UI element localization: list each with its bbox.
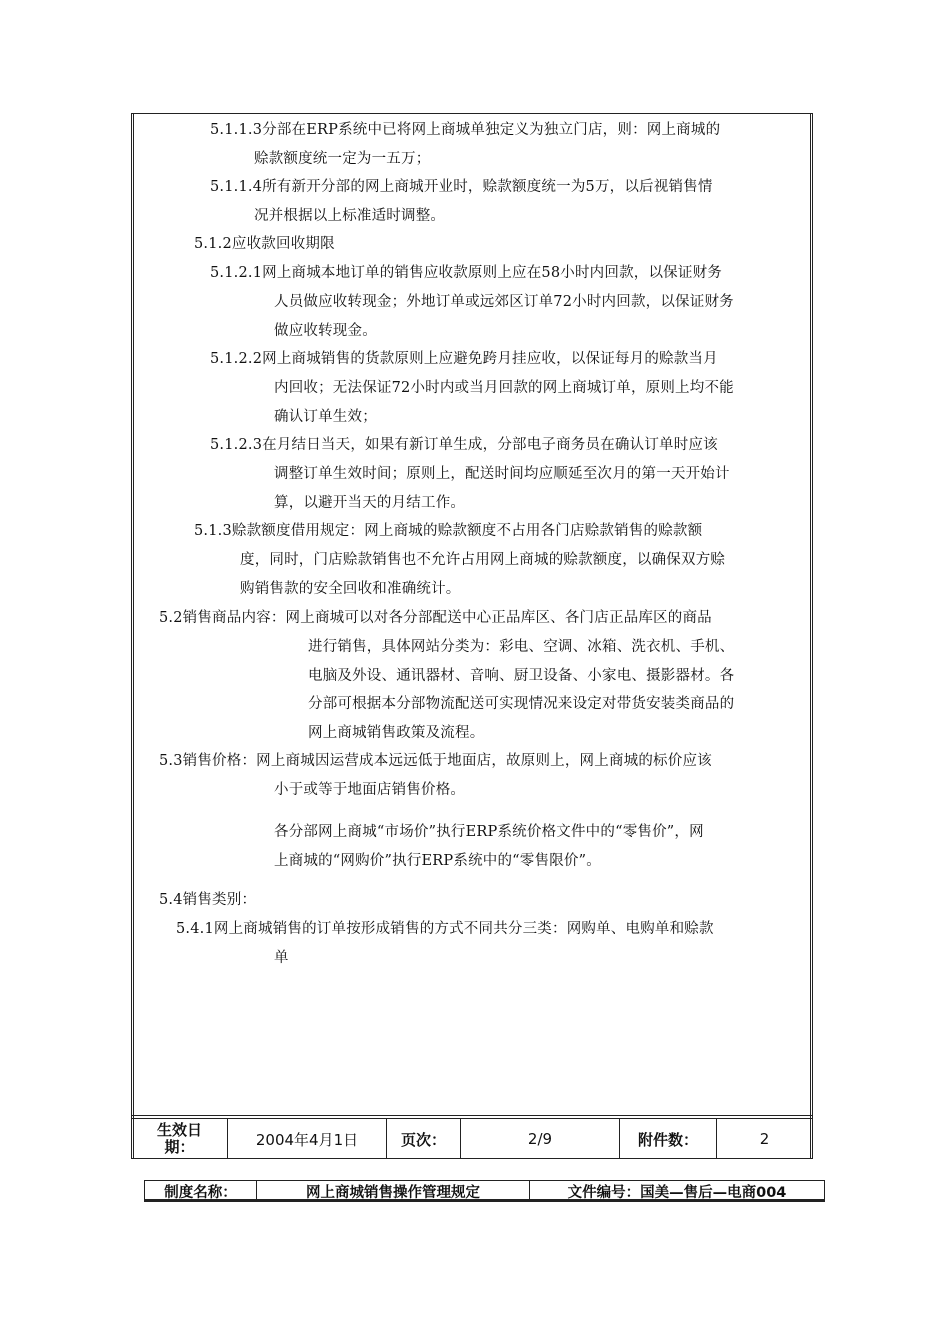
footer-table (132, 1119, 812, 1159)
para-5-3-line2: 小于或等于地面店销售价格。 (274, 782, 466, 798)
para-price-note-line2: 上商城的“网购价”执行ERP系统中的“零售限价”。 (274, 853, 601, 869)
attachments-label: 附件数： (620, 1119, 717, 1159)
document-body (132, 114, 812, 1114)
regulation-name-bar (144, 1180, 825, 1202)
divider-line (132, 1115, 812, 1116)
para-5-1-1-3-line1: 5.1.1.3分部在ERP系统中已将网上商城单独定义为独立门店，则：网上商城的 (210, 122, 721, 138)
para-price-note-line1: 各分部网上商城“市场价”执行ERP系统价格文件中的“零售价”，网 (274, 824, 704, 840)
regulation-name-label: 制度名称： (164, 1185, 237, 1201)
page-value: 2/9 (461, 1119, 620, 1159)
document-frame (131, 113, 813, 1159)
para-5-1-3-line3: 购销售款的安全回收和准确统计。 (240, 581, 461, 597)
effective-date-label: 生效日 期： (156, 1121, 202, 1156)
para-5-2-line3: 电脑及外设、通讯器材、音响、厨卫设备、小家电、摄影器材。各 (308, 668, 735, 684)
para-5-1-2-1-line2: 人员做应收转现金；外地订单或远郊区订单72小时内回款，以保证财务 (274, 294, 734, 310)
page-label: 页次： (387, 1119, 461, 1159)
para-5-4-1-line1: 5.4.1网上商城销售的订单按形成销售的方式不同共分三类：网购单、电购单和赊款 (176, 921, 714, 937)
para-5-4-1-line2: 单 (274, 950, 289, 966)
para-5-1-2-2-line3: 确认订单生效； (274, 409, 377, 425)
para-5-1-2-1-line1: 5.1.2.1网上商城本地订单的销售应收款原则上应在58小时内回款，以保证财务 (210, 265, 722, 281)
effective-date-value: 2004年4月1日 (228, 1119, 387, 1159)
para-5-2-line1: 5.2销售商品内容：网上商城可以对各分部配送中心正品库区、各门店正品库区的商品 (159, 610, 712, 626)
para-5-1-1-4-line2: 况并根据以上标准适时调整。 (254, 208, 446, 224)
heading-5-4: 5.4销售类别： (159, 892, 257, 908)
para-5-2-line2: 进行销售，具体网站分类为：彩电、空调、冰箱、洗衣机、手机、 (308, 639, 735, 655)
heading-5-1-2: 5.1.2应收款回收期限 (194, 236, 335, 252)
para-5-1-2-2-line2: 内回收；无法保证72小时内或当月回款的网上商城订单，原则上均不能 (274, 380, 734, 396)
para-5-1-1-4-line1: 5.1.1.4所有新开分部的网上商城开业时，赊款额度统一为5万，以后视销售情 (210, 179, 713, 195)
para-5-1-2-1-line3: 做应收转现金。 (274, 323, 377, 339)
para-5-1-2-3-line2: 调整订单生效时间；原则上，配送时间均应顺延至次月的第一天开始计 (274, 466, 730, 482)
para-5-1-2-3-line3: 算，以避开当天的月结工作。 (274, 495, 466, 511)
regulation-name-value: 网上商城销售操作管理规定 (257, 1181, 530, 1202)
para-5-1-2-3-line1: 5.1.2.3在月结日当天，如果有新订单生成，分部电子商务员在确认订单时应该 (210, 437, 718, 453)
para-5-2-line5: 网上商城销售政策及流程。 (308, 725, 485, 741)
para-5-1-2-2-line1: 5.1.2.2网上商城销售的货款原则上应避免跨月挂应收，以保证每月的赊款当月 (210, 351, 718, 367)
para-5-1-1-3-line2: 赊款额度统一定为一五万； (254, 151, 431, 167)
para-5-1-3-line1: 5.1.3赊款额度借用规定：网上商城的赊款额度不占用各门店赊款销售的赊款额 (194, 523, 703, 539)
para-5-3-line1: 5.3销售价格：网上商城因运营成本远远低于地面店，故原则上，网上商城的标价应该 (159, 753, 712, 769)
attachments-value: 2 (717, 1119, 813, 1159)
document-number: 文件编号：国美—售后—电商004 (530, 1181, 825, 1202)
para-5-1-3-line2: 度，同时，门店赊款销售也不允许占用网上商城的赊款额度，以确保双方赊 (240, 552, 726, 568)
para-5-2-line4: 分部可根据本分部物流配送可实现情况来设定对带货安装类商品的 (308, 696, 735, 712)
